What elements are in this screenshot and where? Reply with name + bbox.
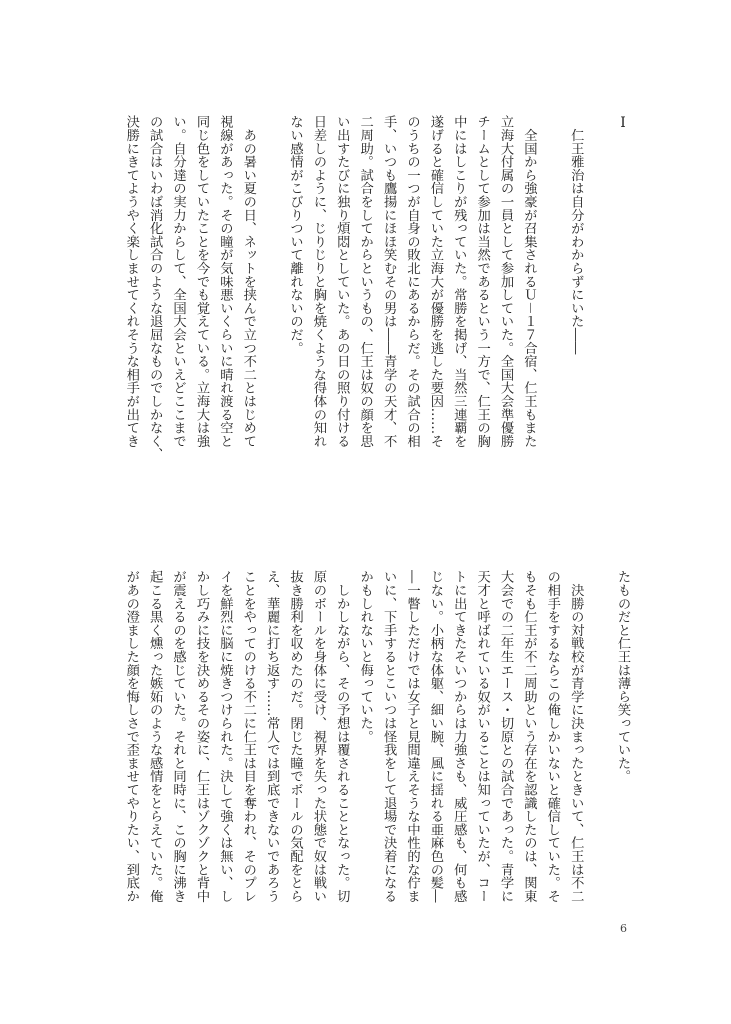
text-line: かもしれないと侮っていた。: [357, 570, 373, 743]
text-line: 日差しのように、じりじりと胸を焼くような得体の知れ: [310, 115, 326, 448]
text-line: 天才と呼ばれている奴がいることは知っていたが、コー: [474, 570, 490, 903]
text-line: 二周助。試合をしてからというもの、仁王は奴の顔を思: [357, 115, 373, 448]
text-line: があの澄ました顔を悔しさで歪ませてやりたい、到底か: [123, 570, 139, 903]
text-line: あの暑い夏の日、ネットを挟んで立つ不二とはじめて: [240, 115, 256, 448]
text-line: いに、下手するとこいつは怪我をして退場で決着になる: [381, 570, 397, 903]
blank-line: [540, 115, 563, 460]
text-line: 仁王雅治は自分がわからずにいた――: [568, 115, 584, 355]
text-line: ことをやってのける不二に仁王は目を奪われ、そのプレ: [240, 570, 256, 903]
text-line: 全国から強豪が召集されるＵ－１７合宿、仁王もまた: [521, 115, 537, 448]
text-line: トに出てきたそいつからは力強さも、威圧感も、何も感: [451, 570, 467, 903]
text-line: イを鮮烈に脳に焼きつけられた。決して強くは無い、し: [217, 570, 233, 903]
text-line: 手、いつも鷹揚にほほ笑むその男は――青学の天才、不: [381, 115, 397, 448]
text-line: 同じ色をしていたことを今でも覚えている。立海大は強: [193, 115, 209, 448]
text-line: 大会での二年生エース・切原との試合であった。青学に: [498, 570, 514, 903]
text-line: 中にはしこりが残っていた。常勝を掲げ、当然三連覇を: [451, 115, 467, 448]
text-line: 視線があった。その瞳が気味悪いくらいに晴れ渡る空と: [217, 115, 233, 448]
text-line: 原のボールを身体に受け、視界を失った状態で奴は戦い: [310, 570, 326, 903]
text-line: の相手をするならこの俺しかいないと確信していた。そ: [544, 570, 560, 903]
text-line: 決勝にきてようやく楽しませてくれそうな相手が出てき: [123, 115, 139, 448]
text-line: が震えるのを感じていた。それと同時に、この胸に沸き: [170, 570, 186, 903]
text-line: 立海大付属の一員として参加していた。全国大会準優勝: [498, 115, 514, 448]
blank-line: [587, 570, 610, 915]
page-number: 6: [620, 922, 627, 935]
blank-line: [260, 115, 283, 460]
text-line: たものだと仁王は薄ら笑っていた。: [615, 570, 630, 783]
text-line: ―一瞥しただけでは女子と見間違えそうな中性的な佇ま: [404, 570, 420, 903]
text-block-top: [119, 115, 634, 460]
blank-line: [587, 115, 610, 460]
text-line: チームとして参加は当然であるという一方で、仁王の胸: [474, 115, 490, 448]
text-line: ない感情がこびりついて離れないのだ。: [287, 115, 303, 355]
text-block-bottom: [119, 570, 634, 915]
text-line: の試合はいわば消化試合のような退屈なものでしかなく、: [147, 115, 163, 461]
text-line: のうちの一つが自身の敗北にあるからだ。その試合の相: [404, 115, 420, 448]
text-line: い出すたびに独り煩悶としていた。あの日の照り付ける: [334, 115, 350, 448]
text-line: え、華麗に打ち返す……常人では到底できないであろう: [264, 570, 280, 903]
chapter-heading: Ⅰ: [615, 115, 631, 131]
text-line: じない。小柄な体躯、細い腕、風に揺れる亜麻色の髪―: [427, 570, 443, 903]
text-line: い。自分達の実力からして、全国大会といえどここまで: [170, 115, 186, 448]
text-line: かし巧みに技を決めるその姿に、仁王はゾクゾクと背中: [193, 570, 209, 903]
text-line: 起こる黒く燻った嫉妬のような感情をとらえていた。俺: [147, 570, 163, 903]
text-line: しかしながら、その予想は覆されることとなった。切: [334, 570, 350, 903]
text-line: 決勝の対戦校が青学に決まったときいて、仁王は不二: [568, 570, 584, 903]
text-line: 遂げると確信していた立海大が優勝を逃した要因……そ: [427, 115, 443, 448]
text-line: もそも仁王が不二周助という存在を認識したのは、関東: [521, 570, 537, 903]
text-line: 抜き勝利を収めたのだ。閉じた瞳でボールの気配をとら: [287, 570, 303, 903]
